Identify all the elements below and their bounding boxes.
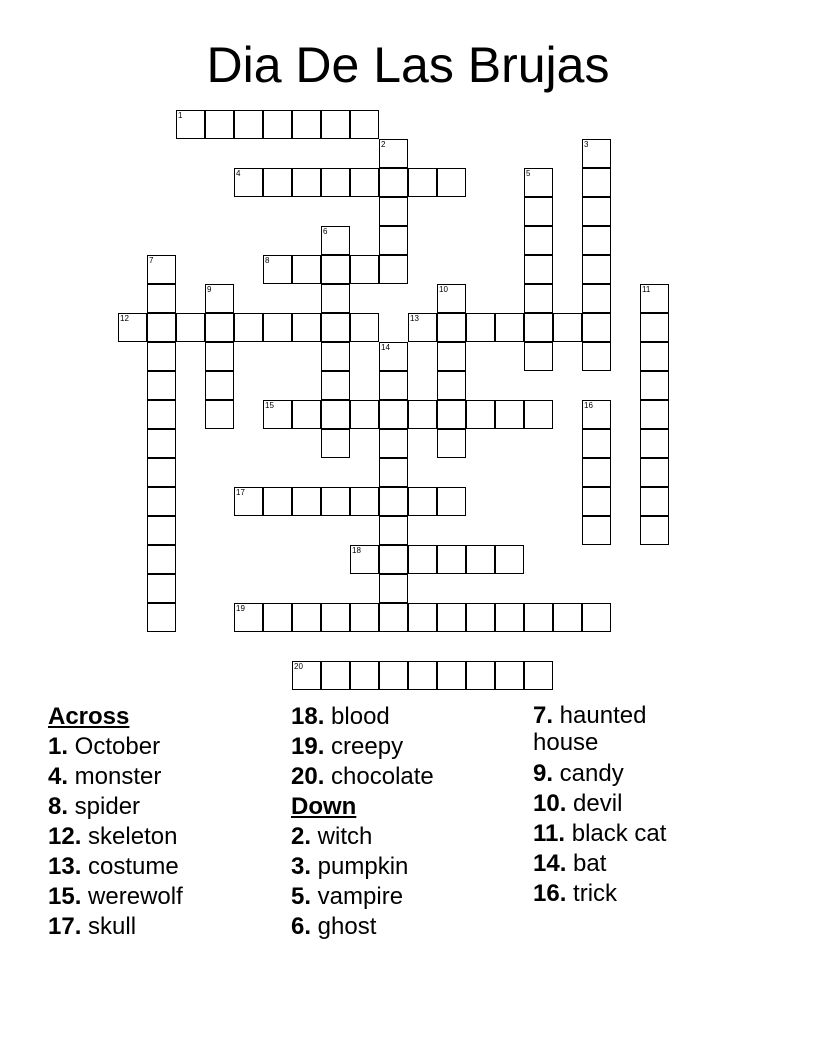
cell-number: 4 [236, 169, 241, 178]
grid-cell[interactable] [263, 487, 292, 516]
clue-number: 16. [533, 880, 567, 907]
grid-cell[interactable] [524, 313, 553, 342]
grid-cell[interactable] [524, 661, 553, 690]
grid-cell[interactable] [379, 400, 408, 429]
cell-number: 9 [207, 285, 212, 294]
grid-cell[interactable] [234, 168, 263, 197]
clue-text: October [68, 733, 161, 760]
grid-cell[interactable] [234, 603, 263, 632]
grid-cell[interactable] [321, 168, 350, 197]
grid-cell[interactable] [234, 110, 263, 139]
grid-cell[interactable] [321, 313, 350, 342]
grid-cell[interactable] [379, 487, 408, 516]
grid-cell[interactable] [437, 545, 466, 574]
grid-cell[interactable] [350, 110, 379, 139]
grid-cell[interactable] [321, 284, 350, 313]
clue-number: 15. [48, 883, 82, 910]
grid-cell[interactable] [466, 400, 495, 429]
grid-cell[interactable] [640, 371, 669, 400]
cell-number: 16 [584, 401, 593, 410]
grid-cell[interactable] [437, 429, 466, 458]
clue-item [533, 849, 703, 879]
grid-cell[interactable] [466, 661, 495, 690]
grid-cell[interactable] [437, 168, 466, 197]
clue-text: ghost [311, 913, 377, 940]
grid-cell[interactable] [292, 661, 321, 690]
clue-item [291, 912, 531, 942]
clue-text: spider [68, 793, 141, 820]
grid-cell[interactable] [350, 400, 379, 429]
clue-item [48, 912, 288, 942]
clue-item [48, 852, 288, 882]
grid-cell[interactable] [553, 603, 582, 632]
clue-number: 11. [533, 820, 566, 847]
clue-number: 1. [48, 733, 69, 760]
grid-cell[interactable] [205, 284, 234, 313]
grid-cell[interactable] [524, 197, 553, 226]
grid-cell[interactable] [437, 487, 466, 516]
across-heading: Across [48, 703, 130, 730]
cell-number: 20 [294, 662, 303, 671]
grid-cell[interactable] [640, 342, 669, 371]
grid-cell[interactable] [321, 603, 350, 632]
grid-cell[interactable] [495, 661, 524, 690]
grid-cell[interactable] [379, 226, 408, 255]
clue-number: 5. [291, 883, 312, 910]
clue-column-3 [533, 702, 703, 909]
clue-number: 10. [533, 790, 567, 817]
grid-cell[interactable] [437, 661, 466, 690]
cell-number: 8 [265, 256, 270, 265]
grid-cell[interactable] [408, 313, 437, 342]
grid-cell[interactable] [466, 545, 495, 574]
grid-cell[interactable] [205, 110, 234, 139]
clue-number: 7. [533, 702, 554, 729]
clue-number: 13. [48, 853, 82, 880]
grid-cell[interactable] [466, 603, 495, 632]
grid-cell[interactable] [147, 342, 176, 371]
grid-cell[interactable] [582, 342, 611, 371]
grid-cell[interactable] [640, 284, 669, 313]
cell-number: 19 [236, 604, 245, 613]
clue-number: 4. [48, 763, 69, 790]
grid-cell[interactable] [582, 226, 611, 255]
cell-number: 18 [352, 546, 361, 555]
grid-cell[interactable] [321, 429, 350, 458]
grid-cell[interactable] [524, 168, 553, 197]
grid-cell[interactable] [321, 400, 350, 429]
grid-cell[interactable] [234, 313, 263, 342]
cell-number: 17 [236, 488, 245, 497]
grid-cell[interactable] [379, 545, 408, 574]
cell-number: 12 [120, 314, 129, 323]
grid-cell[interactable] [147, 574, 176, 603]
grid-cell[interactable] [176, 313, 205, 342]
grid-cell[interactable] [408, 400, 437, 429]
grid-cell[interactable] [408, 545, 437, 574]
cell-number: 1 [178, 111, 183, 120]
grid-cell[interactable] [640, 400, 669, 429]
clue-number: 19. [291, 733, 325, 760]
grid-cell[interactable] [263, 168, 292, 197]
clue-item [291, 702, 531, 732]
clue-item [291, 822, 531, 852]
grid-cell[interactable] [147, 603, 176, 632]
clue-text: bat [566, 850, 607, 877]
clue-number: 2. [291, 823, 312, 850]
clue-column-2 [291, 702, 531, 942]
grid-cell[interactable] [379, 429, 408, 458]
grid-cell[interactable] [582, 429, 611, 458]
grid-cell[interactable] [582, 255, 611, 284]
grid-cell[interactable] [379, 516, 408, 545]
clue-text: devil [566, 790, 623, 817]
clue-number: 3. [291, 853, 312, 880]
grid-cell[interactable] [350, 255, 379, 284]
grid-cell[interactable] [147, 516, 176, 545]
cell-number: 11 [642, 285, 651, 294]
grid-cell[interactable] [321, 110, 350, 139]
clue-item [291, 882, 531, 912]
clue-text: black cat [565, 820, 667, 847]
across-clue-list-continued [291, 702, 531, 792]
grid-cell[interactable] [524, 255, 553, 284]
grid-cell[interactable] [582, 284, 611, 313]
grid-cell[interactable] [350, 168, 379, 197]
grid-cell[interactable] [147, 458, 176, 487]
grid-cell[interactable] [408, 168, 437, 197]
grid-cell[interactable] [263, 313, 292, 342]
cell-number: 10 [439, 285, 448, 294]
grid-cell[interactable] [147, 545, 176, 574]
grid-cell[interactable] [640, 313, 669, 342]
grid-cell[interactable] [147, 400, 176, 429]
grid-cell[interactable] [524, 284, 553, 313]
grid-cell[interactable] [379, 371, 408, 400]
clue-item [48, 792, 288, 822]
clue-number: 18. [291, 703, 325, 730]
down-clue-list [291, 822, 531, 942]
grid-cell[interactable] [321, 342, 350, 371]
clue-item [533, 789, 703, 819]
clue-text: skeleton [81, 823, 178, 850]
clue-item [533, 819, 703, 849]
grid-cell[interactable] [147, 487, 176, 516]
clue-text: costume [81, 853, 179, 880]
grid-cell[interactable] [437, 400, 466, 429]
grid-cell[interactable] [437, 371, 466, 400]
grid-cell[interactable] [582, 313, 611, 342]
grid-cell[interactable] [205, 342, 234, 371]
grid-cell[interactable] [437, 603, 466, 632]
grid-cell[interactable] [321, 487, 350, 516]
grid-cell[interactable] [292, 255, 321, 284]
grid-cell[interactable] [524, 342, 553, 371]
clue-number: 14. [533, 850, 567, 877]
cell-number: 14 [381, 343, 390, 352]
grid-cell[interactable] [379, 168, 408, 197]
grid-cell[interactable] [321, 661, 350, 690]
grid-cell[interactable] [466, 313, 495, 342]
cell-number: 6 [323, 227, 328, 236]
grid-cell[interactable] [408, 487, 437, 516]
clue-text: candy [553, 760, 624, 787]
grid-cell[interactable] [495, 313, 524, 342]
grid-cell[interactable] [292, 313, 321, 342]
grid-cell[interactable] [379, 197, 408, 226]
cell-number: 3 [584, 140, 589, 149]
grid-cell[interactable] [408, 603, 437, 632]
clue-item [533, 702, 703, 756]
grid-cell[interactable] [292, 487, 321, 516]
grid-cell[interactable] [379, 458, 408, 487]
grid-cell[interactable] [640, 458, 669, 487]
grid-cell[interactable] [147, 313, 176, 342]
clue-text: pumpkin [311, 853, 409, 880]
grid-cell[interactable] [379, 574, 408, 603]
grid-cell[interactable] [582, 487, 611, 516]
page-title: Dia De Las Brujas [206, 37, 610, 93]
grid-cell[interactable] [147, 255, 176, 284]
clue-number: 6. [291, 913, 312, 940]
grid-cell[interactable] [495, 603, 524, 632]
clue-text: chocolate [324, 763, 434, 790]
down-clue-list-continued [533, 702, 703, 909]
clue-text: skull [81, 913, 137, 940]
grid-cell[interactable] [292, 110, 321, 139]
grid-cell[interactable] [321, 371, 350, 400]
clue-text: creepy [324, 733, 404, 760]
grid-cell[interactable] [350, 487, 379, 516]
grid-cell[interactable] [524, 226, 553, 255]
grid-cell[interactable] [582, 197, 611, 226]
clue-text: monster [68, 763, 162, 790]
grid-cell[interactable] [292, 168, 321, 197]
grid-cell[interactable] [495, 545, 524, 574]
clue-item [48, 762, 288, 792]
grid-cell[interactable] [263, 603, 292, 632]
grid-cell[interactable] [321, 226, 350, 255]
clue-item [48, 822, 288, 852]
grid-cell[interactable] [263, 255, 292, 284]
grid-cell[interactable] [437, 342, 466, 371]
clue-text: blood [324, 703, 390, 730]
clue-text: trick [566, 880, 618, 907]
grid-cell[interactable] [408, 661, 437, 690]
cell-number: 5 [526, 169, 531, 178]
clue-column-1 [48, 702, 288, 942]
grid-cell[interactable] [379, 139, 408, 168]
grid-cell[interactable] [553, 313, 582, 342]
grid-cell[interactable] [379, 255, 408, 284]
grid-cell[interactable] [234, 487, 263, 516]
grid-cell[interactable] [205, 400, 234, 429]
grid-cell[interactable] [379, 603, 408, 632]
grid-cell[interactable] [582, 516, 611, 545]
grid-cell[interactable] [640, 487, 669, 516]
grid-cell[interactable] [147, 371, 176, 400]
clue-item [48, 732, 288, 762]
cell-number: 15 [265, 401, 274, 410]
grid-cell[interactable] [205, 371, 234, 400]
grid-cell[interactable] [437, 284, 466, 313]
grid-cell[interactable] [582, 458, 611, 487]
grid-cell[interactable] [379, 342, 408, 371]
cell-number: 2 [381, 140, 386, 149]
clue-text: haunted house [533, 702, 647, 756]
grid-cell[interactable] [582, 400, 611, 429]
grid-cell[interactable] [321, 255, 350, 284]
grid-cell[interactable] [379, 661, 408, 690]
clue-item [533, 879, 703, 909]
clue-text: witch [311, 823, 373, 850]
grid-cell[interactable] [582, 603, 611, 632]
clue-number: 20. [291, 763, 325, 790]
cell-number: 13 [410, 314, 419, 323]
grid-cell[interactable] [350, 313, 379, 342]
grid-cell[interactable] [582, 139, 611, 168]
grid-cell[interactable] [350, 603, 379, 632]
clue-item [291, 762, 531, 792]
clue-item [291, 732, 531, 762]
grid-cell[interactable] [118, 313, 147, 342]
grid-cell[interactable] [292, 400, 321, 429]
grid-cell[interactable] [263, 400, 292, 429]
grid-cell[interactable] [292, 603, 321, 632]
clue-number: 12. [48, 823, 82, 850]
grid-cell[interactable] [350, 545, 379, 574]
clue-text: vampire [311, 883, 404, 910]
grid-cell[interactable] [640, 516, 669, 545]
grid-cell[interactable] [640, 429, 669, 458]
grid-cell[interactable] [524, 400, 553, 429]
grid-cell[interactable] [524, 603, 553, 632]
clue-number: 17. [48, 913, 82, 940]
clue-item [291, 852, 531, 882]
grid-cell[interactable] [176, 110, 205, 139]
grid-cell[interactable] [437, 313, 466, 342]
across-clue-list [48, 732, 288, 942]
clue-text: werewolf [81, 883, 183, 910]
grid-cell[interactable] [582, 168, 611, 197]
grid-cell[interactable] [205, 313, 234, 342]
grid-cell[interactable] [495, 400, 524, 429]
clue-number: 8. [48, 793, 69, 820]
clue-item [533, 759, 703, 789]
clue-item [48, 882, 288, 912]
clue-number: 9. [533, 760, 554, 787]
grid-cell[interactable] [147, 429, 176, 458]
down-heading: Down [291, 793, 357, 820]
grid-cell[interactable] [263, 110, 292, 139]
grid-cell[interactable] [147, 284, 176, 313]
cell-number: 7 [149, 256, 154, 265]
grid-cell[interactable] [350, 661, 379, 690]
